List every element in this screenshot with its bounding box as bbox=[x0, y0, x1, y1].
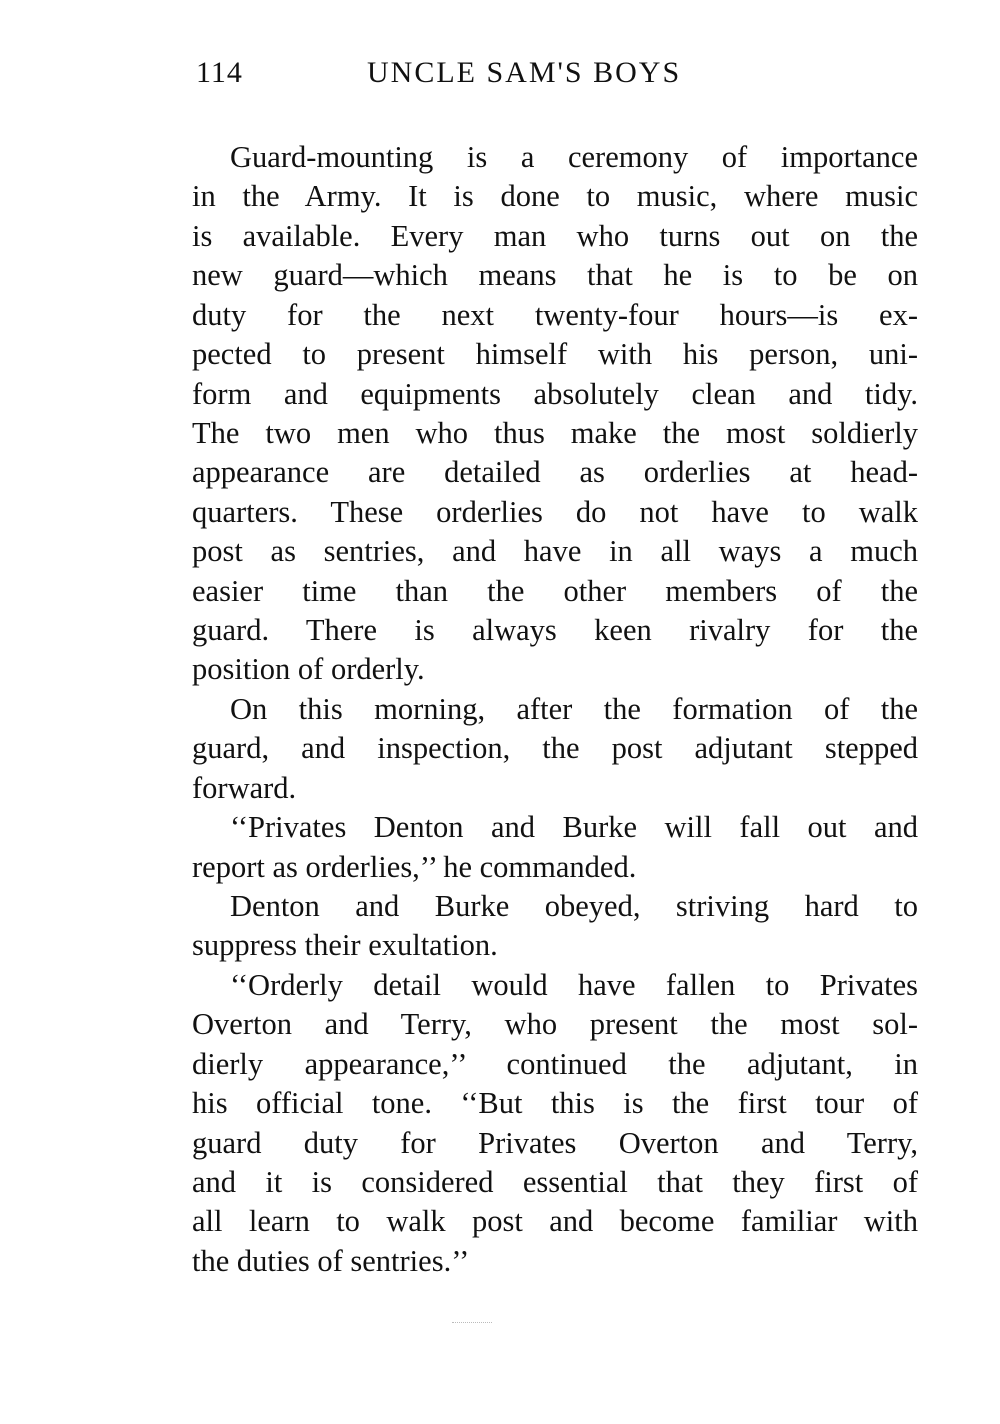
text-line: The two men who thus make the most soldierly bbox=[192, 415, 918, 450]
text-line: post as sentries, and have in all ways a much bbox=[192, 534, 918, 569]
text-line: form and equipments absolutely clean and tidy. bbox=[192, 376, 918, 411]
text-line: forward. bbox=[192, 770, 297, 805]
paragraph bbox=[192, 966, 918, 1281]
text-line: guard. There is always keen rivalry for the bbox=[192, 613, 918, 648]
text-line: report as orderlies,’’ he commanded. bbox=[192, 849, 637, 884]
text-line: dierly appearance,’’ continued the adjutant, in bbox=[192, 1046, 918, 1081]
text-line: guard, and inspection, the post adjutant stepped bbox=[192, 731, 918, 766]
text-line: ‘‘Privates Denton and Burke will fall out and bbox=[230, 810, 918, 845]
text-line: new guard—which means that he is to be on bbox=[192, 258, 918, 293]
text-line: suppress their exultation. bbox=[192, 928, 498, 963]
text-line: position of orderly. bbox=[192, 652, 425, 687]
paragraph bbox=[192, 887, 918, 966]
body-text bbox=[192, 138, 918, 1281]
text-line: appearance are detailed as orderlies at head- bbox=[192, 455, 918, 490]
text-line: Overton and Terry, who present the most sol- bbox=[192, 1007, 918, 1042]
running-title: UNCLE SAM'S BOYS bbox=[367, 56, 682, 89]
paragraph bbox=[192, 690, 918, 808]
text-line: guard duty for Privates Overton and Terry, bbox=[192, 1125, 918, 1160]
text-line: all learn to walk post and become familiar with bbox=[192, 1204, 918, 1239]
text-line: the duties of sentries.’’ bbox=[192, 1243, 470, 1278]
text-line: and it is considered essential that they first of bbox=[192, 1164, 918, 1199]
text-line: easier time than the other members of the bbox=[192, 573, 918, 608]
text-line: his official tone. ‘‘But this is the first tour of bbox=[192, 1086, 918, 1121]
text-line: pected to present himself with his person, uni- bbox=[192, 337, 918, 372]
text-line: is available. Every man who turns out on the bbox=[192, 218, 918, 253]
text-line: Guard-mounting is a ceremony of importance bbox=[230, 140, 918, 174]
paragraph bbox=[192, 808, 918, 887]
page-number: 114 bbox=[196, 56, 243, 89]
text-line: ‘‘Orderly detail would have fallen to Privates bbox=[230, 967, 918, 1002]
text-line: Denton and Burke obeyed, striving hard to bbox=[230, 889, 918, 924]
scan-specks bbox=[452, 1322, 492, 1326]
text-line: in the Army. It is done to music, where music bbox=[192, 179, 918, 214]
text-line: quarters. These orderlies do not have to walk bbox=[192, 494, 918, 529]
text-line: On this morning, after the formation of the bbox=[230, 691, 918, 726]
text-line: duty for the next twenty-four hours—is ex- bbox=[192, 297, 918, 332]
paragraph bbox=[192, 138, 918, 690]
